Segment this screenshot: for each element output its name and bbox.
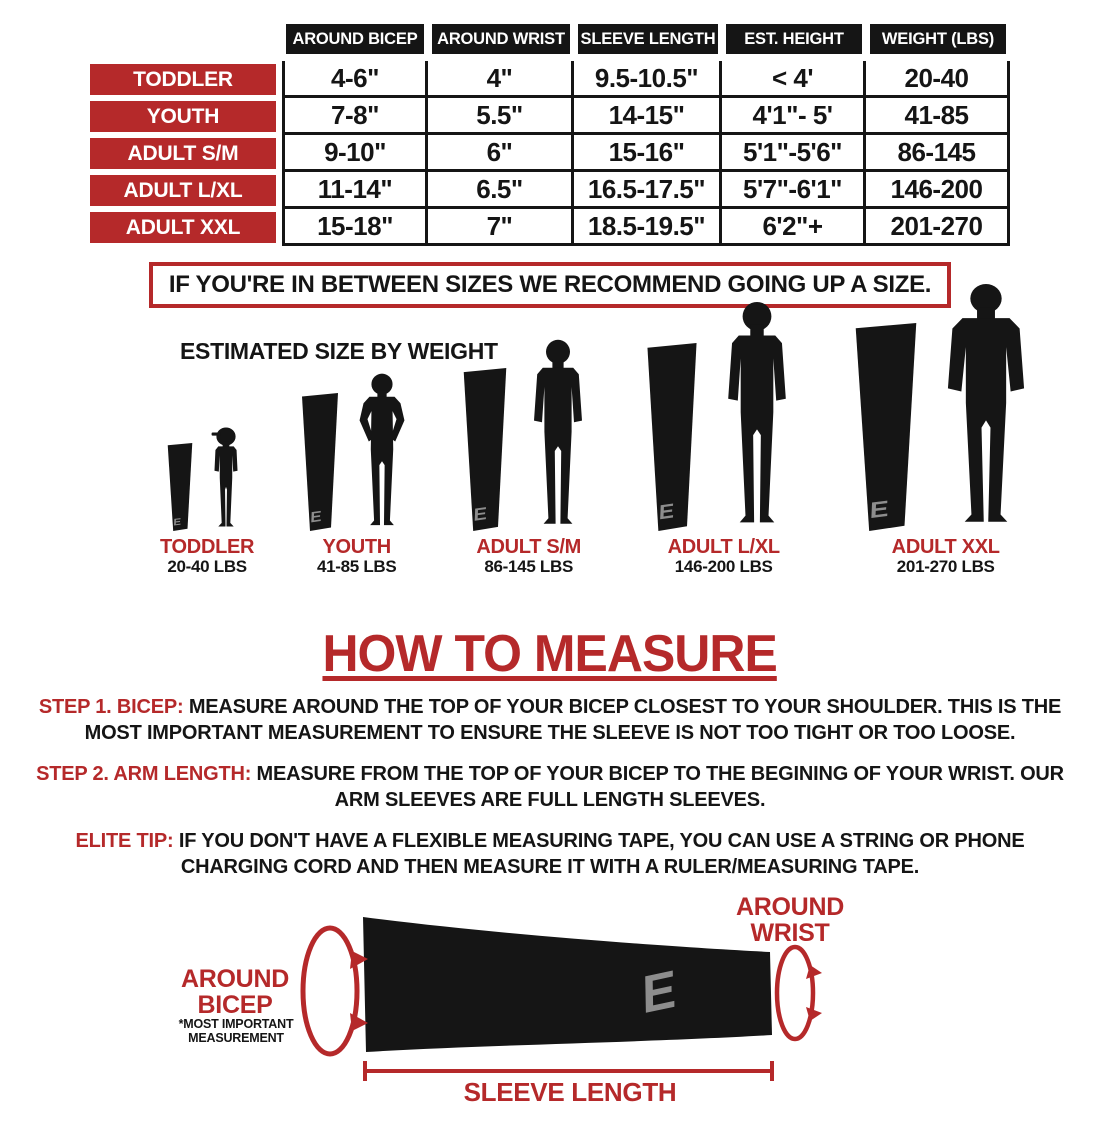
measure-diagram (0, 895, 1100, 1113)
size-cell: 6" (428, 135, 574, 172)
table-row (90, 61, 1010, 98)
size-cell: < 4' (722, 61, 866, 98)
size-cell: 6.5" (428, 172, 574, 209)
step-1-bicep (26, 694, 1074, 746)
size-cell: 15-16" (574, 135, 722, 172)
size-cell: 5.5" (428, 98, 574, 135)
elite-tip-text: IF YOU DON'T HAVE A FLEXIBLE MEASURING TAPE, YOU CAN USE A STRING OR PHONE CHARGING CORD AND THEN MEASURE IT WITH A RULER/MEASURING TAPE. (178, 830, 1025, 878)
size-cell: 9-10" (282, 135, 428, 172)
size-cell: 4'1"- 5' (722, 98, 866, 135)
size-cell: 20-40 (866, 61, 1010, 98)
figure-adult-xxl (849, 283, 1042, 576)
size-cell: 4-6" (282, 61, 428, 98)
adult-xxl-silhouette-icon (930, 283, 1042, 531)
around-bicep-label: AROUND BICEP (181, 965, 289, 1019)
size-cell: 201-270 (866, 209, 1010, 246)
row-label-adult-sm: ADULT S/M (90, 135, 282, 172)
arm-sleeve-icon (642, 343, 702, 531)
estimated-size-title: ESTIMATED SIZE BY WEIGHT (180, 338, 498, 364)
measure-steps (26, 694, 1074, 880)
size-cell: 41-85 (866, 98, 1010, 135)
elite-tip-label: ELITE TIP: (75, 830, 174, 852)
size-cell: 146-200 (866, 172, 1010, 209)
adult-silhouette-icon (709, 301, 805, 531)
brand-e-icon: E (635, 960, 682, 1025)
toddler-silhouette-icon (202, 423, 250, 531)
size-cell: 86-145 (866, 135, 1010, 172)
size-chart-table (90, 24, 1010, 246)
figure-weight: 146-200 LBS (674, 557, 773, 577)
figures-row (160, 283, 1042, 576)
size-cell: 5'7"-6'1" (722, 172, 866, 209)
most-important-note: *MOST IMPORTANT MEASUREMENT (178, 1017, 294, 1046)
step-1-label: STEP 1. BICEP: (38, 696, 184, 718)
estimated-size-section (0, 312, 1100, 622)
table-row (90, 98, 1010, 135)
brand-e-icon: E (867, 497, 891, 524)
row-label-adult-xxl: ADULT XXL (90, 209, 282, 246)
size-cell: 7" (428, 209, 574, 246)
figure-toddler (160, 423, 254, 576)
step-2-text: MEASURE FROM THE TOP OF YOUR BICEP TO THE BEGINING OF YOUR WRIST. OUR ARM SLEEVES ARE FULL LENGTH SLEEVES. (256, 763, 1064, 811)
figure-weight: 201-270 LBS (896, 557, 995, 577)
figure-label: TODDLER (160, 536, 255, 559)
sizing-infographic (0, 24, 1100, 1124)
size-cell: 5'1"-5'6" (722, 135, 866, 172)
sleeve-length-label: SLEEVE LENGTH (463, 1077, 677, 1107)
step-2-label: STEP 2. ARM LENGTH: (36, 763, 252, 785)
table-row (90, 172, 1010, 209)
arm-sleeve-icon (165, 443, 195, 531)
size-cell: 4" (428, 61, 574, 98)
figure-label: ADULT XXL (891, 536, 1000, 559)
row-label-youth: YOUTH (90, 98, 282, 135)
adult-silhouette-icon (518, 339, 598, 531)
sleeve-icon (363, 917, 772, 1052)
brand-e-icon: E (309, 509, 324, 527)
size-cell: 16.5-17.5" (574, 172, 722, 209)
arm-sleeve-icon (459, 368, 511, 531)
figure-label: ADULT L/XL (667, 536, 780, 559)
size-cell: 9.5-10.5" (574, 61, 722, 98)
elite-tip (26, 828, 1074, 880)
column-header-sleeve-length: SLEEVE LENGTH (574, 24, 722, 61)
column-header-weight: WEIGHT (LBS) (866, 24, 1010, 61)
step-2-arm-length (26, 761, 1074, 813)
brand-e-icon: E (171, 516, 182, 529)
figure-weight: 41-85 LBS (316, 557, 397, 577)
size-cell: 18.5-19.5" (574, 209, 722, 246)
size-cell: 15-18" (282, 209, 428, 246)
figure-weight: 86-145 LBS (484, 557, 574, 577)
size-cell: 14-15" (574, 98, 722, 135)
corner-cell (90, 24, 282, 61)
brand-e-icon: E (471, 503, 489, 525)
how-to-measure-title: HOW TO MEASURE (322, 625, 778, 683)
table-row (90, 135, 1010, 172)
column-header-around-wrist: AROUND WRIST (428, 24, 574, 61)
figure-adult-lxl (642, 301, 805, 576)
step-1-text: MEASURE AROUND THE TOP OF YOUR BICEP CLOSEST TO YOUR SHOULDER. THIS IS THE MOST IMPORTANT MEASUREMENT TO ENSURE THE SLEEVE IS NOT TOO TIGHT OR TOO LOOSE. (84, 696, 1062, 744)
arm-sleeve-icon (849, 323, 923, 531)
table-row (90, 209, 1010, 246)
figure-adult-sm (459, 339, 598, 576)
banner-text: IF YOU'RE IN BETWEEN SIZES WE RECOMMEND GOING UP A SIZE. (168, 271, 932, 298)
figure-weight: 20-40 LBS (167, 557, 247, 577)
size-cell: 11-14" (282, 172, 428, 209)
figure-label: ADULT S/M (476, 536, 582, 559)
column-header-around-bicep: AROUND BICEP (282, 24, 428, 61)
arm-sleeve-icon (298, 393, 342, 531)
size-cell: 6'2"+ (722, 209, 866, 246)
size-cell: 7-8" (282, 98, 428, 135)
figure-youth (298, 373, 415, 576)
column-header-est-height: EST. HEIGHT (722, 24, 866, 61)
figure-label: YOUTH (322, 536, 391, 559)
row-label-toddler: TODDLER (90, 61, 282, 98)
bicep-ellipse-icon (303, 928, 368, 1054)
wrist-ellipse-icon (777, 947, 822, 1039)
youth-silhouette-icon (349, 373, 415, 531)
brand-e-icon: E (656, 499, 677, 524)
row-label-adult-lxl: ADULT L/XL (90, 172, 282, 209)
around-wrist-label: AROUND WRIST (736, 893, 844, 947)
